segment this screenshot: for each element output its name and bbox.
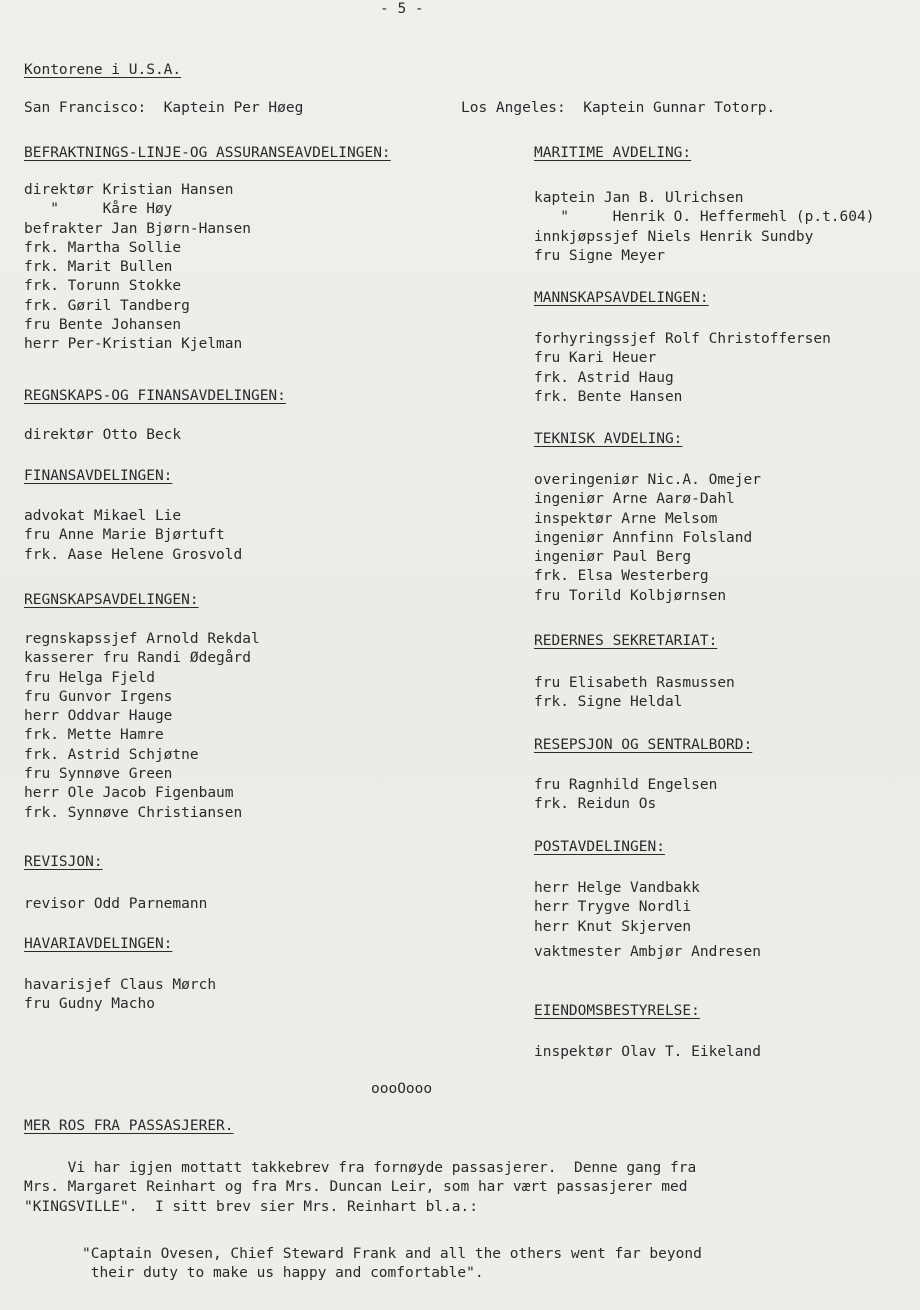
list-item: " Kåre Høy [24,201,173,218]
list-item: ingeniør Annfinn Folsland [534,529,753,546]
list-item: ingeniør Arne Aarø-Dahl [534,491,735,508]
list-item: frk. Martha Sollie [24,239,182,256]
section-title: REGNSKAPSAVDELINGEN: [24,592,199,608]
section-list [534,776,717,815]
section-title: REVISJON: [24,854,103,870]
list-item: frk. Marit Bullen [24,259,173,276]
list-item: fru Ragnhild Engelsen [534,777,718,793]
list-item: herr Per-Kristian Kjelman [24,336,243,353]
los-angeles-line: Los Angeles: Kaptein Gunnar Totorp. [461,100,776,116]
list-item: regnskapssjef Arnold Rekdal [24,631,260,647]
list-item: fru Elisabeth Rasmussen [534,675,735,691]
list-item: frk. Astrid Haug [534,369,674,386]
list-item: fru Bente Johansen [24,317,182,334]
section-title: FINANSAVDELINGEN: [24,468,173,484]
list-item: herr Trygve Nordli [534,899,692,916]
section-list [24,181,251,355]
list-item: fru Torild Kolbjørnsen [534,587,727,604]
section-title: TEKNISK AVDELING: [534,431,683,447]
section-title: EIENDOMSBESTYRELSE: [534,1003,700,1019]
section-list [24,507,242,565]
list-item: inspektør Arne Melsom [534,510,718,527]
list-item: overingeniør Nic.A. Omejer [534,472,761,488]
list-item: direktør Kristian Hansen [24,182,234,198]
list-item: fru Kari Heuer [534,350,657,367]
list-item: vaktmester Ambjør Andresen [534,943,761,960]
list-item: advokat Mikael Lie [24,508,182,524]
list-item: inspektør Olav T. Eikeland [534,1044,761,1060]
section-title: MANNSKAPSAVDELINGEN: [534,290,709,306]
list-item: fru Helga Fjeld [24,669,155,686]
list-item: herr Helge Vandbakk [534,880,700,896]
section-list [534,330,831,407]
list-item: befrakter Jan Bjørn-Hansen [24,220,251,237]
section-list [24,976,216,1015]
list-item: direktør Otto Beck [24,427,182,443]
list-item: frk. Torunn Stokke [24,278,182,295]
quote-line: "Captain Ovesen, Chief Steward Frank and all the others went far beyond [82,1246,702,1262]
quote-line: their duty to make us happy and comfortable". [82,1265,484,1282]
list-item: fru Synnøve Green [24,766,173,783]
section-title: REDERNES SEKRETARIAT: [534,633,718,649]
praise-paragraph [24,1159,696,1217]
quote-block [82,1245,702,1284]
section-list [24,426,181,445]
offices-heading: Kontorene i U.S.A. [24,62,182,78]
list-item: fru Signe Meyer [534,247,665,264]
list-item: kaptein Jan B. Ulrichsen [534,190,744,206]
list-item: frk. Astrid Schjøtne [24,746,199,763]
list-item: fru Gudny Macho [24,996,155,1013]
page-number: - 5 - [380,1,424,17]
list-item: frk. Reidun Os [534,796,657,813]
section-list [24,895,207,914]
list-item: ingeniør Paul Berg [534,549,692,566]
section-list [534,1043,761,1062]
section-list [534,471,761,606]
section-list [534,189,874,266]
section-title: HAVARIAVDELINGEN: [24,936,173,952]
list-item: frk. Gøril Tandberg [24,297,190,314]
paragraph-line: Mrs. Margaret Reinhart og fra Mrs. Duncan Leir, som har vært passasjerer med [24,1179,688,1196]
section-title: BEFRAKTNINGS-LINJE-OG ASSURANSEAVDELINGEN: [24,145,391,161]
section-title: REGNSKAPS-OG FINANSAVDELINGEN: [24,388,286,404]
list-item: frk. Bente Hansen [534,388,683,405]
list-item: revisor Odd Parnemann [24,896,208,912]
separator: oooOooo [371,1081,433,1097]
section-title: RESEPSJON OG SENTRALBORD: [534,737,753,753]
list-item: havarisjef Claus Mørch [24,977,217,993]
list-item: frk. Synnøve Christiansen [24,804,243,821]
section-list [534,879,761,962]
paragraph-line: Vi har igjen mottatt takkebrev fra fornøyde passasjerer. Denne gang fra [24,1160,697,1176]
list-item: frk. Elsa Westerberg [534,568,709,585]
list-item: frk. Aase Helene Grosvold [24,546,243,563]
list-item: herr Ole Jacob Figenbaum [24,785,234,802]
section-list [24,630,260,823]
list-item: fru Anne Marie Bjørtuft [24,527,225,544]
list-item: kasserer fru Randi Ødegård [24,650,251,667]
list-item: herr Oddvar Hauge [24,708,173,725]
list-item: frk. Mette Hamre [24,727,164,744]
san-francisco-line: San Francisco: Kaptein Per Høeg [24,100,304,116]
praise-heading: MER ROS FRA PASSASJERER. [24,1118,234,1134]
section-list [534,674,735,713]
list-item: fru Gunvor Irgens [24,688,173,705]
section-title: MARITIME AVDELING: [534,145,692,161]
list-item: herr Knut Skjerven [534,918,692,935]
section-title: POSTAVDELINGEN: [534,839,665,855]
list-item: forhyringssjef Rolf Christoffersen [534,331,831,347]
list-item: innkjøpssjef Niels Henrik Sundby [534,228,814,245]
list-item: " Henrik O. Heffermehl (p.t.604) [534,209,875,226]
paragraph-line: "KINGSVILLE". I sitt brev sier Mrs. Reinhart bl.a.: [24,1198,478,1215]
list-item: frk. Signe Heldal [534,694,683,711]
